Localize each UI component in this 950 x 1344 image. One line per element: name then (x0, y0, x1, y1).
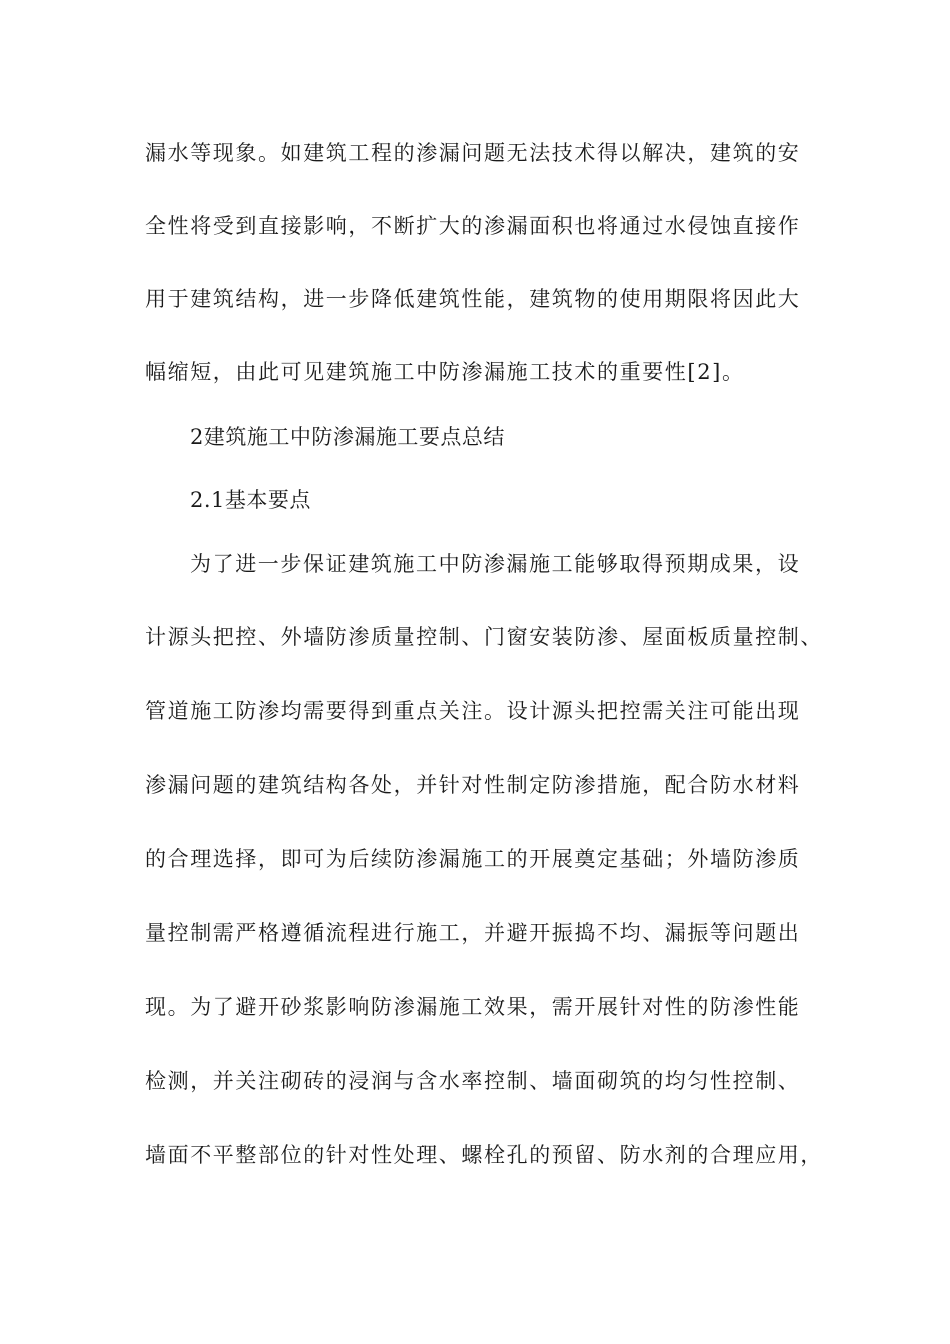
body-text-line: 为了进一步保证建筑施工中防渗漏施工能够取得预期成果，设 (190, 552, 801, 576)
subsection-heading: 2.1基本要点 (190, 488, 311, 512)
body-text-line: 量控制需严格遵循流程进行施工，并避开振捣不均、漏振等问题出 (145, 921, 801, 945)
body-text-line: 渗漏问题的建筑结构各处，并针对性制定防渗措施，配合防水材料 (145, 773, 801, 797)
body-text-line: 用于建筑结构，进一步降低建筑性能，建筑物的使用期限将因此大 (145, 287, 801, 311)
body-text-line: 墙面不平整部位的针对性处理、螺栓孔的预留、防水剂的合理应用， (145, 1143, 823, 1167)
body-text-line: 漏水等现象。如建筑工程的渗漏问题无法技术得以解决，建筑的安 (145, 141, 801, 165)
body-text-line: 检测，并关注砌砖的浸润与含水率控制、墙面砌筑的均匀性控制、 (145, 1069, 801, 1093)
body-text-line: 的合理选择，即可为后续防渗漏施工的开展奠定基础；外墙防渗质 (145, 847, 801, 871)
body-text-line: 现。为了避开砂浆影响防渗漏施工效果，需开展针对性的防渗性能 (145, 995, 801, 1019)
body-text-line: 幅缩短，由此可见建筑施工中防渗漏施工技术的重要性[2]。 (145, 360, 745, 384)
body-text-line: 全性将受到直接影响，不断扩大的渗漏面积也将通过水侵蚀直接作 (145, 214, 801, 238)
body-text-line: 管道施工防渗均需要得到重点关注。设计源头把控需关注可能出现 (145, 699, 801, 723)
body-text-line: 计源头把控、外墙防渗质量控制、门窗安装防渗、屋面板质量控制、 (145, 625, 823, 649)
section-heading: 2建筑施工中防渗漏施工要点总结 (190, 425, 505, 449)
